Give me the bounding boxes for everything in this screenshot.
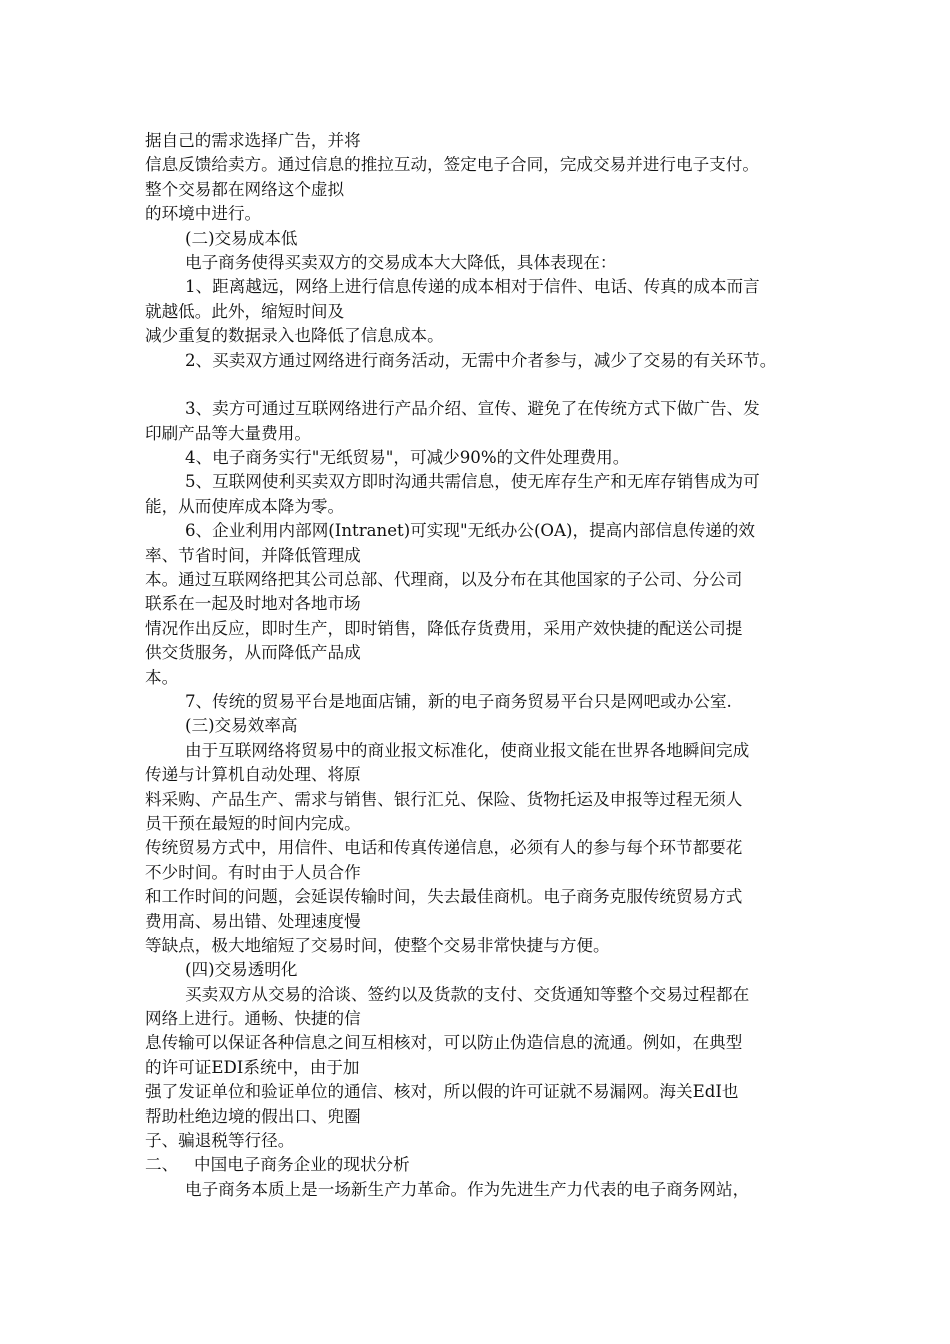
paragraph-line: 电子商务使得买卖双方的交易成本大大降低，具体表现在： (185, 252, 617, 272)
text-line: 传统贸易方式中，用信件、电话和传真传递信息，必须有人的参与每个环节都要花 (145, 838, 743, 858)
text-line: 整个交易都在网络这个虚拟 (145, 179, 345, 199)
text-line: 息传输可以保证各种信息之间互相核对，可以防止伪造信息的流通。例如，在典型 (145, 1033, 743, 1053)
list-item-line: 2、买卖双方通过网络进行商务活动，无需中介者参与，减少了交易的有关环节。 (185, 350, 777, 370)
section-heading: (四)交易透明化 (185, 960, 298, 980)
text-line: 信息反馈给卖方。通过信息的推拉互动，签定电子合同，完成交易并进行电子支付。 (145, 155, 759, 175)
paragraph-line: 电子商务本质上是一场新生产力革命。作为先进生产力代表的电子商务网站， (185, 1179, 750, 1199)
blank-line (145, 373, 855, 397)
paragraph-line: 由于互联网络将贸易中的商业报文标准化，使商业报文能在世界各地瞬间完成 (185, 740, 750, 760)
paragraph-line: 买卖双方从交易的洽谈、签约以及货款的支付、交货通知等整个交易过程都在 (185, 984, 750, 1004)
section-heading: (三)交易效率高 (185, 716, 298, 736)
text-line: 费用高、易出错、处理速度慢 (145, 911, 361, 931)
text-line: 能，从而使库成本降为零。 (145, 496, 345, 516)
list-item-line: 1、距离越远，网络上进行信息传递的成本相对于信件、电话、传真的成本而言 (185, 277, 760, 297)
text-line: 等缺点，极大地缩短了交易时间，使整个交易非常快捷与方便。 (145, 935, 610, 955)
text-line: 和工作时间的问题，会延误传输时间，失去最佳商机。电子商务克服传统贸易方式 (145, 887, 743, 907)
text-line: 据自己的需求选择广告，并将 (145, 131, 361, 150)
text-line: 员干预在最短的时间内完成。 (145, 813, 361, 833)
text-line: 传递与计算机自动处理、将原 (145, 765, 361, 785)
text-line: 本。 (145, 667, 179, 687)
text-line: 印刷产品等大量费用。 (145, 423, 311, 443)
text-line: 料采购、产品生产、需求与销售、银行汇兑、保险、货物托运及申报等过程无须人 (145, 789, 743, 809)
text-line: 不少时间。有时由于人员合作 (145, 862, 361, 882)
text-line: 率、节省时间，并降低管理成 (145, 545, 361, 565)
list-item-line: 6、企业利用内部网(Intranet)可实现"无纸办公(OA)，提高内部信息传递的效 (185, 521, 756, 541)
text-line: 联系在一起及时地对各地市场 (145, 594, 361, 614)
text-line: 的许可证EDI系统中，由于加 (145, 1057, 360, 1077)
list-item-line: 7、传统的贸易平台是地面店铺，新的电子商务贸易平台只是网吧或办公室. (185, 691, 732, 711)
list-item-line: 4、电子商务实行"无纸贸易"，可减少90%的文件处理费用。 (185, 448, 630, 468)
list-item-line: 3、卖方可通过互联网络进行产品介绍、宣传、避免了在传统方式下做广告、发 (185, 399, 760, 419)
section-heading: (二)交易成本低 (185, 228, 298, 248)
text-line: 的环境中进行。 (145, 204, 262, 224)
text-line: 网络上进行。通畅、快捷的信 (145, 1009, 361, 1029)
text-line: 强了发证单位和验证单位的通信、核对，所以假的许可证就不易漏网。海关EdI也 (145, 1082, 739, 1102)
text-line: 供交货服务，从而降低产品成 (145, 643, 361, 663)
text-line: 就越低。此外，缩短时间及 (145, 301, 345, 321)
text-line: 减少重复的数据录入也降低了信息成本。 (145, 326, 444, 346)
text-line: 帮助杜绝边境的假出口、兜圈 (145, 1106, 361, 1126)
list-item-line: 5、互联网使利买卖双方即时沟通共需信息，使无库存生产和无库存销售成为可 (185, 472, 760, 492)
chapter-heading: 二、 中国电子商务企业的现状分析 (145, 1155, 410, 1175)
text-line: 情况作出反应，即时生产，即时销售，降低存货费用，采用产效快捷的配送公司提 (145, 618, 743, 638)
text-line: 本。通过互联网络把其公司总部、代理商，以及分布在其他国家的子公司、分公司 (145, 570, 743, 590)
document-body (145, 129, 855, 1202)
text-line: 子、骗退税等行径。 (145, 1131, 295, 1151)
